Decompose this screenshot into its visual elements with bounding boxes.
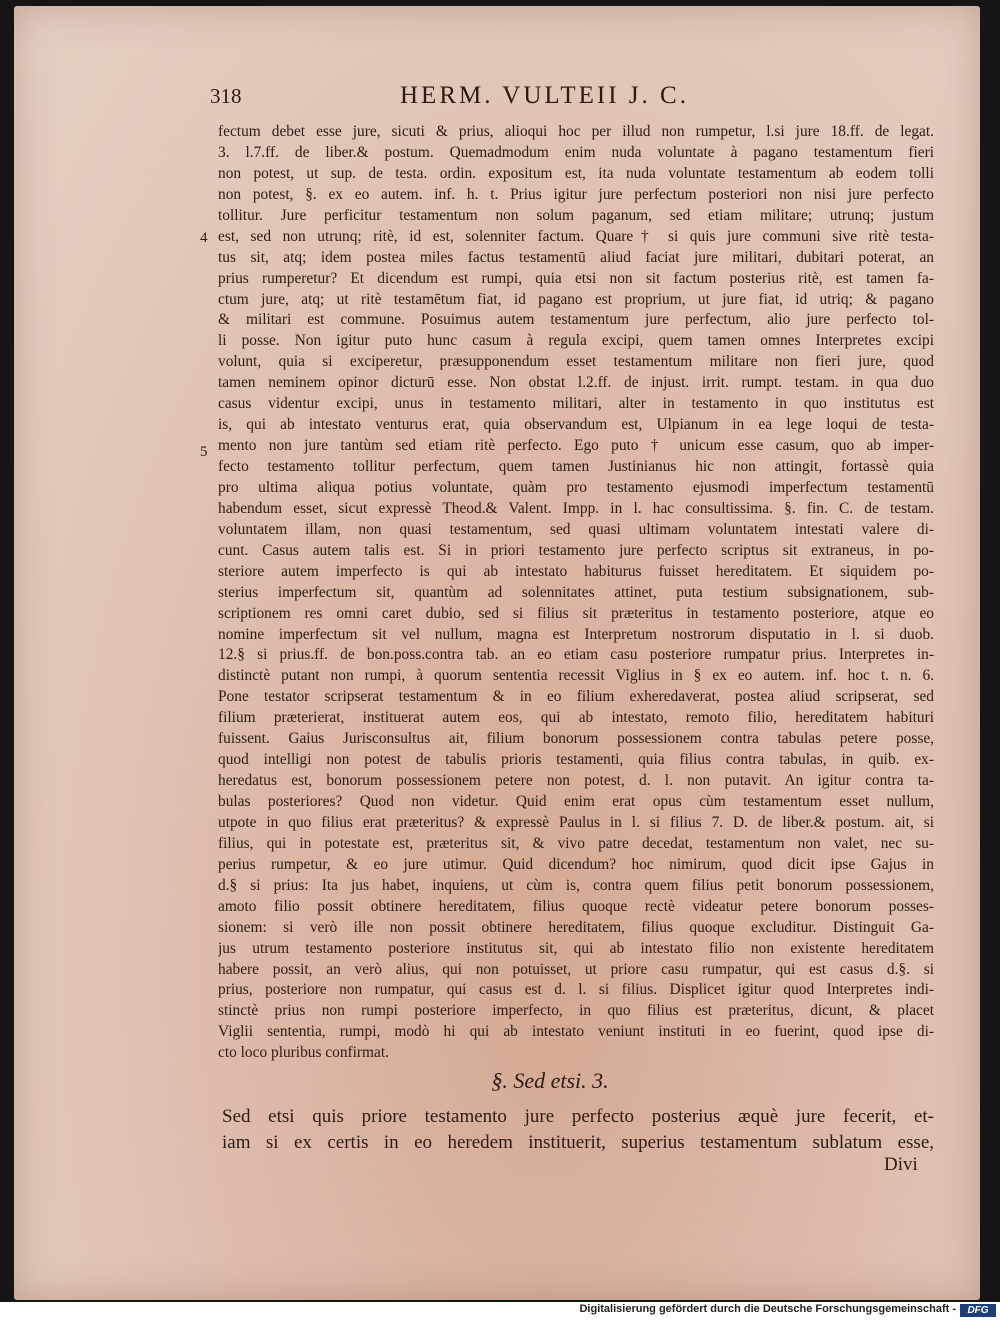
text-line: steriore autem imperfecto is qui ab intestato habiturus fuisset hereditatem. Et siquidem po-: [218, 562, 934, 580]
text-line: li posse. Non igitur puto hunc casum à regula excipi, quem tamen omnes Interpretes excipi: [218, 332, 934, 350]
text-line: is, qui ab intestato venturus erat, quia observandum est, Ulpianum in ea lege loqui de testa-: [218, 416, 934, 434]
text-line: tamen neminem opinor dicturū esse. Non obstat l.2.ff. de injust. irrit. rumpt. testam. in qua duo: [218, 374, 934, 392]
text-line: nomine imperfectum sit vel nullum, magna est Interpretum nostrorum disputatio in l. si duob.: [218, 625, 934, 643]
text-line: utpote in quo filius erat præteritus? & expressè Paulus in l. si filius 7. D. de liber.& postum. ait, si: [218, 813, 934, 831]
text-line: pro ultima aliqua potius voluntate, quàm pro testamento ejusmodi imperfectum testamentū: [218, 478, 934, 496]
text-line: heredatus est, bonorum possessionem petere non potest, d. l. non putavit. An igitur contra ta-: [218, 772, 934, 790]
text-line: Viglii sententia, rumpi, modò hi qui ab intestato veniunt instituti in eo fuerint, quod ipse di-: [218, 1023, 934, 1041]
footer-credit: Digitalisierung gefördert durch die Deutsche Forschungsgemeinschaft -: [579, 1303, 956, 1315]
footer-bar: [0, 1302, 1000, 1320]
text-line: stinctè prius non rumpi posteriore imperfecto, in quo filius est præteritus, dicunt, & placet: [218, 1002, 934, 1020]
text-line: prius, posteriore non rumpatur, qui casus est d. l. si filius. Displicet igitur quod Interpretes indi-: [218, 981, 934, 999]
margin-number: 4: [200, 230, 208, 246]
text-line: non potest, ut sup. de testa. ordin. expositum est, ita nuda voluntate testamentum ab eodem tolli: [218, 164, 934, 182]
text-line: fuissent. Gaius Jurisconsultus ait, filium bonorum possessionem contra tabulas petere posse,: [218, 730, 934, 748]
margin-number: 5: [200, 444, 208, 460]
text-line: jus utrum testamento posteriore institutus sit, qui ab intestato filio non existente hereditatem: [218, 939, 934, 957]
text-line: tus sit, atq; idem postea miles factus testamentū aliud faciat jure militari, dubitari poterat, an: [218, 248, 934, 266]
text-line: bulas posteriores? Quod non videtur. Quid enim erat opus cùm testamentum esset nullum,: [218, 793, 934, 810]
text-line: filium præterierat, instituerat autem eos, qui ab intestato, remoto filio, hereditatem habituri: [218, 709, 934, 727]
text-line: Sed etsi quis priore testamento jure perfecto posterius æquè jure fecerit, et-: [222, 1106, 934, 1127]
page-header: [210, 84, 950, 114]
text-line: filius, qui in potestate est, præteritus sit, & vivo patre decedat, testamentum non valet, nec su-: [218, 834, 934, 852]
text-line: habere possit, an verò alius, qui non potuisset, ut priore casu rumpatur, qui est casus d.§. si: [218, 960, 934, 978]
text-line: distinctè putant non rumpi, à quorum sententia recessit Viglius in § ex eo autem. inf. hoc t. n. 6.: [218, 667, 934, 685]
text-line: 12.§ si prius.ff. de bon.poss.contra tab. an eo etiam casu posteriore rumpatur prius. Interpretes in-: [218, 646, 934, 664]
text-line: est, sed non utrunq; ritè, id est, solenniter factum. Quare† si quis jure communi sive ritè testa-: [218, 227, 934, 245]
catchword: Divi: [884, 1154, 918, 1175]
text-line: non potest, §. ex eo autem. inf. h. t. Prius igitur jure perfectum posteriori non nisi jure perfecto: [218, 185, 934, 203]
final-paragraph: [222, 1104, 934, 1156]
text-line: tollitur. Jure perficitur testamentum non solum paganum, sed etiam militare; utrunq; justum: [218, 206, 934, 224]
text-line: d.§ si prius: Ita jus habet, inquiens, ut cùm is, contra quem filius petit bonorum possessionem,: [218, 876, 934, 894]
text-line: quod intelligi non potest de tabulis prioris testamenti, quia filius contra tabulas, in quib. ex-: [218, 751, 934, 769]
text-line: cto loco pluribus confirmat.: [218, 1044, 389, 1062]
text-line: sionem: si verò ille non possit obtinere hereditatem, filius quoque excluditur. Distinguit Ga-: [218, 918, 934, 936]
text-line: & militari est commune. Posuimus autem testamentum jure perfectum, alio jure perfecto tol-: [218, 311, 934, 329]
text-line: 3. l.7.ff. de liber.& postum. Quemadmodum enim nuda voluntate à pagano testamentum fieri: [218, 143, 934, 161]
text-line: cunt. Casus autem talis est. Si in priori testamento jure perfecto scriptus sit extraneus, in po-: [218, 541, 934, 559]
text-line: Pone testator scripserat testamentum & in eo filium exheredaverat, postea aliud scripserat, sed: [218, 688, 934, 706]
section-heading: §. Sed etsi. 3.: [491, 1068, 609, 1093]
text-line: scriptionem res omni caret dubio, sed si filius sit præteritus in testamento posteriore, atque eo: [218, 604, 934, 622]
text-line: amoto filio possit obtinere hereditatem, filius quoque rectè videatur petere bonorum posses-: [218, 897, 934, 915]
text-line: habendum esset, sicut expressè Theod.& Valent. Impp. in l. hac consultissima. §. fin. C. de testam.: [218, 499, 934, 517]
text-line: ctum jure, atq; ut ritè testamētum fiat, id pagano est proprium, ut jure fiat, id utriq; & pagano: [218, 290, 934, 308]
text-line: casus videntur excipi, unus in testamento militari, alter in testamento in quo institutus est: [218, 395, 934, 413]
text-line: voluntatem illam, non quasi testamentum, sed quasi ultimam voluntatem intestati valere di-: [218, 520, 934, 538]
running-title: HERM. VULTEII J. C.: [400, 82, 689, 109]
text-line: perius rumpetur, & eo jure utimur. Quid dicendum? hoc nimirum, quod dicit ipse Gajus in: [218, 855, 934, 873]
body-text: [218, 122, 934, 1064]
dfg-logo-icon: DFG: [960, 1304, 996, 1317]
text-line: iam si ex certis in eo heredem instituerit, superius testamentum sublatum esse,: [222, 1132, 934, 1153]
text-line: prius rumperetur? Et dicendum est rumpi, quia etsi non sit factum posterius ritè, est tamen fa-: [218, 269, 934, 287]
text-line: volunt, quia si exciperetur, præsupponendum esset testamentum militare non fieri jure, quod: [218, 353, 934, 371]
text-line: fectum debet esse jure, sicuti & prius, alioqui hoc per illud non rumpetur, l.si jure 18.ff. de legat.: [218, 123, 934, 140]
text-line: mento non jure tantùm sed etiam ritè perfecto. Ego puto † unicum esse casum, quo ab imper-: [218, 437, 934, 455]
text-line: fecto testamento tollitur perfectum, quem tamen Justinianus hic non attingit, fortassè quia: [218, 458, 934, 475]
page-number: 318: [210, 84, 242, 108]
text-line: sterius imperfectum sit, quantùm ad solennitates attinet, puta testium subsignationem, sub-: [218, 583, 934, 601]
